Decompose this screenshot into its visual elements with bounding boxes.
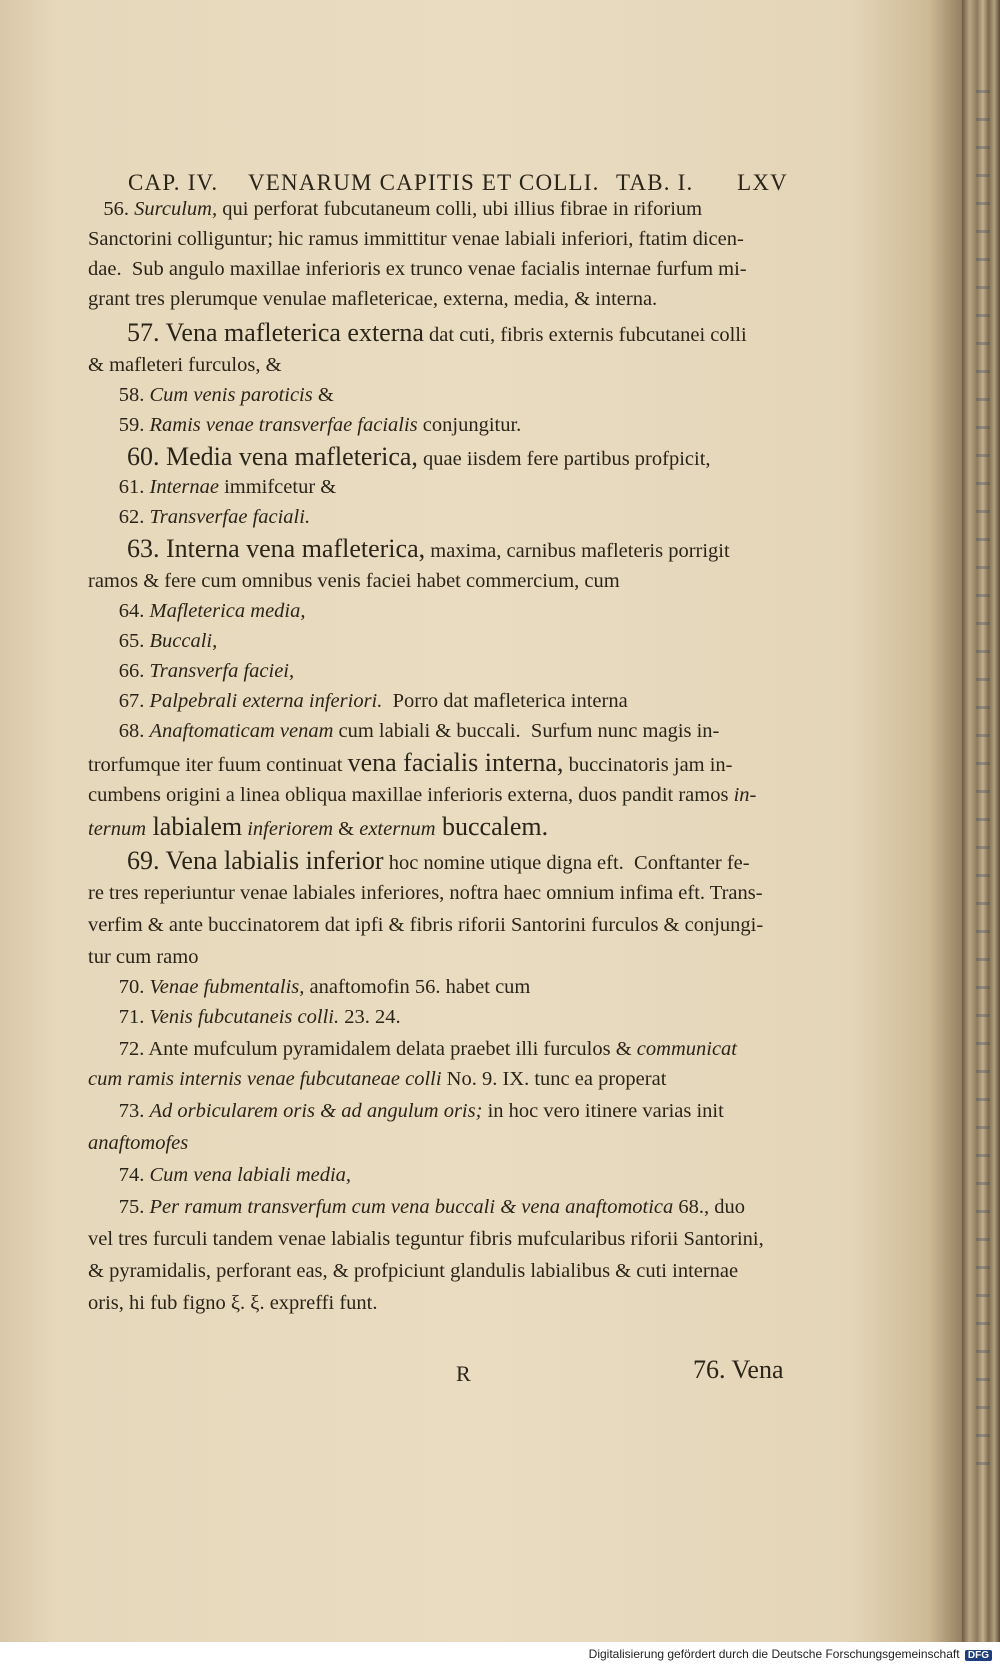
text-segment: trorfumque iter fuum continuat <box>88 754 348 776</box>
text-line <box>88 473 788 501</box>
text-segment: 59. <box>88 414 150 436</box>
text-segment: dat cuti, fibris externis fubcutanei colli <box>423 324 747 346</box>
italic-segment: Palpebrali externa inferiori. <box>149 690 383 712</box>
page-edge-marks <box>976 90 990 1490</box>
text-line <box>88 911 788 939</box>
text-line <box>88 1035 788 1063</box>
dfg-logo: DFG <box>965 1650 992 1661</box>
text-line <box>88 943 788 971</box>
text-segment: 75. <box>88 1196 150 1218</box>
text-line <box>88 1129 788 1157</box>
text-line <box>88 503 788 531</box>
digitization-footer <box>589 1647 992 1661</box>
text-line <box>88 1289 788 1317</box>
text-line <box>88 879 788 907</box>
text-segment: vel tres furculi tandem venae labialis teguntur fibris mufcularibus riforii Santorini, <box>88 1228 764 1250</box>
text-segment: 67. <box>88 690 150 712</box>
text-line <box>88 1225 788 1253</box>
text-line <box>88 597 788 625</box>
text-line <box>88 749 788 779</box>
text-segment: 68., duo <box>673 1196 746 1218</box>
italic-segment: Mafleterica media, <box>149 600 306 622</box>
italic-segment: Anaftomaticam venam <box>149 720 334 742</box>
text-line <box>88 627 788 655</box>
text-segment: qui perforat fubcutaneum colli, ubi illius fibrae in riforium <box>217 198 703 220</box>
italic-segment: Transverfa faciei, <box>149 660 295 682</box>
text-segment: quae iisdem fere partibus profpicit, <box>417 448 711 470</box>
text-line <box>88 351 788 379</box>
italic-segment: Ad orbicularem oris & ad angulum oris; <box>149 1100 483 1122</box>
text-line <box>88 1193 788 1221</box>
text-segment: ramos & fere cum omnibus venis faciei habet commercium, cum <box>88 570 620 592</box>
text-segment: cumbens origini a linea obliqua maxillae inferioris externa, duos pandit ramos <box>88 784 734 806</box>
signature-mark: R <box>456 1361 471 1386</box>
italic-segment: communicat <box>636 1038 737 1060</box>
text-segment: 58. <box>88 384 150 406</box>
text-line <box>88 411 788 439</box>
text-segment: hoc nomine utique digna eft. Conftanter fe- <box>383 852 750 874</box>
text-segment: 60. Media vena mafleterica, <box>88 442 418 471</box>
text-segment: & pyramidalis, perforant eas, & profpiciunt glandulis labialibus & cuti internae <box>88 1260 739 1282</box>
text-segment: oris, hi fub figno ξ. ξ. expreffi funt. <box>88 1292 378 1314</box>
text-segment: 65. <box>88 630 150 652</box>
text-line <box>88 687 788 715</box>
text-segment: re tres reperiuntur venae labiales inferiores, noftra haec omnium infima eft. Trans- <box>88 882 763 904</box>
text-line <box>88 657 788 685</box>
italic-segment: Cum venis paroticis <box>149 384 313 406</box>
text-line <box>88 1161 788 1189</box>
italic-segment: Venis fubcutaneis colli. <box>149 1006 340 1028</box>
text-segment: 74. <box>88 1164 150 1186</box>
text-line <box>88 567 788 595</box>
text-line <box>88 973 788 1001</box>
italic-segment: externum <box>359 818 436 840</box>
text-segment: 23. 24. <box>339 1006 401 1028</box>
text-line <box>88 255 788 283</box>
italic-segment: ternum <box>88 818 147 840</box>
italic-segment: inferiorem <box>247 818 334 840</box>
text-segment: 69. Vena labialis inferior <box>88 846 384 875</box>
page-number: LXV <box>737 170 788 195</box>
text-segment: Porro dat mafleterica interna <box>382 690 628 712</box>
text-segment: buccalem. <box>435 812 549 841</box>
italic-segment: anaftomofes <box>88 1132 189 1154</box>
text-segment: verfim & ante buccinatorem dat ipfi & fibris riforii Santorini furculos & conjungi- <box>88 914 764 936</box>
text-line <box>88 443 788 473</box>
text-line <box>88 1097 788 1125</box>
text-line <box>88 319 788 349</box>
text-line <box>88 535 788 565</box>
text-line <box>88 225 788 253</box>
text-segment: 71. <box>88 1006 150 1028</box>
text-segment: conjungitur. <box>417 414 522 436</box>
header-chapter: CAP. IV. <box>128 170 219 195</box>
text-segment: vena facialis interna, <box>347 748 564 777</box>
text-segment: maxima, carnibus mafleteris porrigit <box>425 540 730 562</box>
text-segment: in hoc vero itinere varias init <box>482 1100 724 1122</box>
text-line <box>88 1257 788 1285</box>
italic-segment: Per ramum transverfum cum vena buccali & vena anaftomotica <box>149 1196 674 1218</box>
text-segment: 72. Ante mufculum pyramidalem delata praebet illi furculos & <box>88 1038 637 1060</box>
italic-segment: in- <box>733 784 757 806</box>
catchword: 76. Vena <box>693 1355 784 1384</box>
italic-segment: Buccali, <box>149 630 218 652</box>
italic-segment: Venae fubmentalis, <box>149 976 305 998</box>
text-segment: 64. <box>88 600 150 622</box>
header-tab: TAB. I. <box>616 170 694 195</box>
footer-text: Digitalisierung gefördert durch die Deutsche Forschungsgemeinschaft <box>588 1647 960 1661</box>
italic-segment: Transverfae faciali. <box>149 506 311 528</box>
text-segment: tur cum ramo <box>88 946 199 968</box>
text-line <box>88 847 788 877</box>
text-segment: 68. <box>88 720 150 742</box>
text-segment: grant tres plerumque venulae mafletericae, externa, media, & interna. <box>88 288 658 310</box>
text-line <box>88 781 788 809</box>
text-segment: 66. <box>88 660 150 682</box>
header-title: VENARUM CAPITIS ET COLLI. <box>248 170 600 195</box>
text-segment: cum labiali & buccali. Surfum nunc magis in- <box>333 720 720 742</box>
text-segment: anaftomofin 56. habet cum <box>304 976 531 998</box>
text-segment: 62. <box>88 506 150 528</box>
text-line <box>88 717 788 745</box>
text-segment: immifcetur & <box>218 476 337 498</box>
text-segment: 70. <box>88 976 150 998</box>
text-segment: buccinatoris jam in- <box>563 754 733 776</box>
italic-segment: Ramis venae transverfae facialis <box>149 414 418 436</box>
text-segment: labialem <box>146 812 243 841</box>
text-segment: 63. Interna vena mafleterica, <box>88 534 426 563</box>
text-segment: dae. Sub angulo maxillae inferioris ex trunco venae facialis internae furfum mi- <box>88 258 747 280</box>
italic-segment: Cum vena labiali media, <box>149 1164 352 1186</box>
text-segment: 56. <box>88 198 135 220</box>
text-segment: & <box>312 384 334 406</box>
text-segment: 57. Vena mafleterica externa <box>88 318 424 347</box>
text-segment: & <box>333 818 360 840</box>
italic-segment: Internae <box>149 476 219 498</box>
italic-segment: cum ramis internis venae fubcutaneae colli <box>88 1068 442 1090</box>
text-segment: No. 9. IX. tunc ea properat <box>441 1068 667 1090</box>
text-line <box>88 381 788 409</box>
text-line <box>88 813 788 843</box>
text-line <box>88 1065 788 1093</box>
text-line <box>88 195 788 223</box>
text-line <box>88 1003 788 1031</box>
italic-segment: Surculum, <box>134 198 218 220</box>
text-segment: 73. <box>88 1100 150 1122</box>
text-segment: Sanctorini colliguntur; hic ramus immittitur venae labiali inferiori, ftatim dicen- <box>88 228 744 250</box>
text-segment: 61. <box>88 476 150 498</box>
text-line <box>88 285 788 313</box>
text-segment: & mafleteri furculos, & <box>88 354 282 376</box>
